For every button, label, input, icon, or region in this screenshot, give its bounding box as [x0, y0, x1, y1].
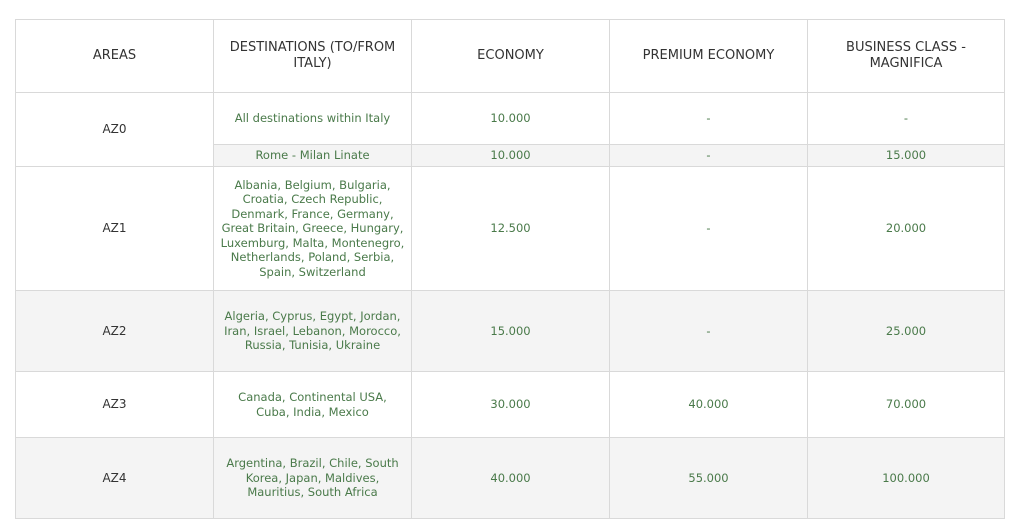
table-header-row — [16, 20, 1005, 93]
area-cell: AZ3 — [16, 372, 214, 438]
header-economy: ECONOMY — [412, 20, 610, 93]
economy-cell: 10.000 — [412, 93, 610, 145]
business-cell: 15.000 — [808, 145, 1005, 167]
business-cell: 25.000 — [808, 291, 1005, 372]
premium-cell: - — [610, 93, 808, 145]
award-table-container — [15, 19, 1005, 519]
business-cell: - — [808, 93, 1005, 145]
area-cell: AZ1 — [16, 167, 214, 291]
area-cell: AZ4 — [16, 438, 214, 519]
economy-cell: 40.000 — [412, 438, 610, 519]
table-row — [16, 438, 1005, 519]
premium-cell: - — [610, 291, 808, 372]
economy-cell: 30.000 — [412, 372, 610, 438]
premium-cell: - — [610, 167, 808, 291]
area-cell: AZ2 — [16, 291, 214, 372]
header-business-class: BUSINESS CLASS - MAGNIFICA — [808, 20, 1005, 93]
destinations-cell: Algeria, Cyprus, Egypt, Jordan, Iran, Israel, Lebanon, Morocco, Russia, Tunisia, Ukraine — [214, 291, 412, 372]
header-destinations: DESTINATIONS (TO/FROM ITALY) — [214, 20, 412, 93]
destinations-cell: Argentina, Brazil, Chile, South Korea, Japan, Maldives, Mauritius, South Africa — [214, 438, 412, 519]
header-premium-economy: PREMIUM ECONOMY — [610, 20, 808, 93]
destinations-cell: Canada, Continental USA, Cuba, India, Mexico — [214, 372, 412, 438]
destinations-cell: Albania, Belgium, Bulgaria, Croatia, Czech Republic, Denmark, France, Germany, Great Britain, Greece, Hungary, Luxemburg, Malta, Montenegro, Netherlands, Poland, Serbia, Spain, Switzerland — [214, 167, 412, 291]
destinations-cell: Rome - Milan Linate — [214, 145, 412, 167]
award-miles-table — [15, 19, 1005, 519]
destinations-cell: All destinations within Italy — [214, 93, 412, 145]
premium-cell: - — [610, 145, 808, 167]
business-cell: 70.000 — [808, 372, 1005, 438]
table-row — [16, 291, 1005, 372]
economy-cell: 10.000 — [412, 145, 610, 167]
header-areas: AREAS — [16, 20, 214, 93]
economy-cell: 15.000 — [412, 291, 610, 372]
premium-cell: 40.000 — [610, 372, 808, 438]
area-cell: AZ0 — [16, 93, 214, 167]
premium-cell: 55.000 — [610, 438, 808, 519]
table-row — [16, 167, 1005, 291]
economy-cell: 12.500 — [412, 167, 610, 291]
table-row — [16, 372, 1005, 438]
business-cell: 20.000 — [808, 167, 1005, 291]
table-row — [16, 93, 1005, 145]
business-cell: 100.000 — [808, 438, 1005, 519]
